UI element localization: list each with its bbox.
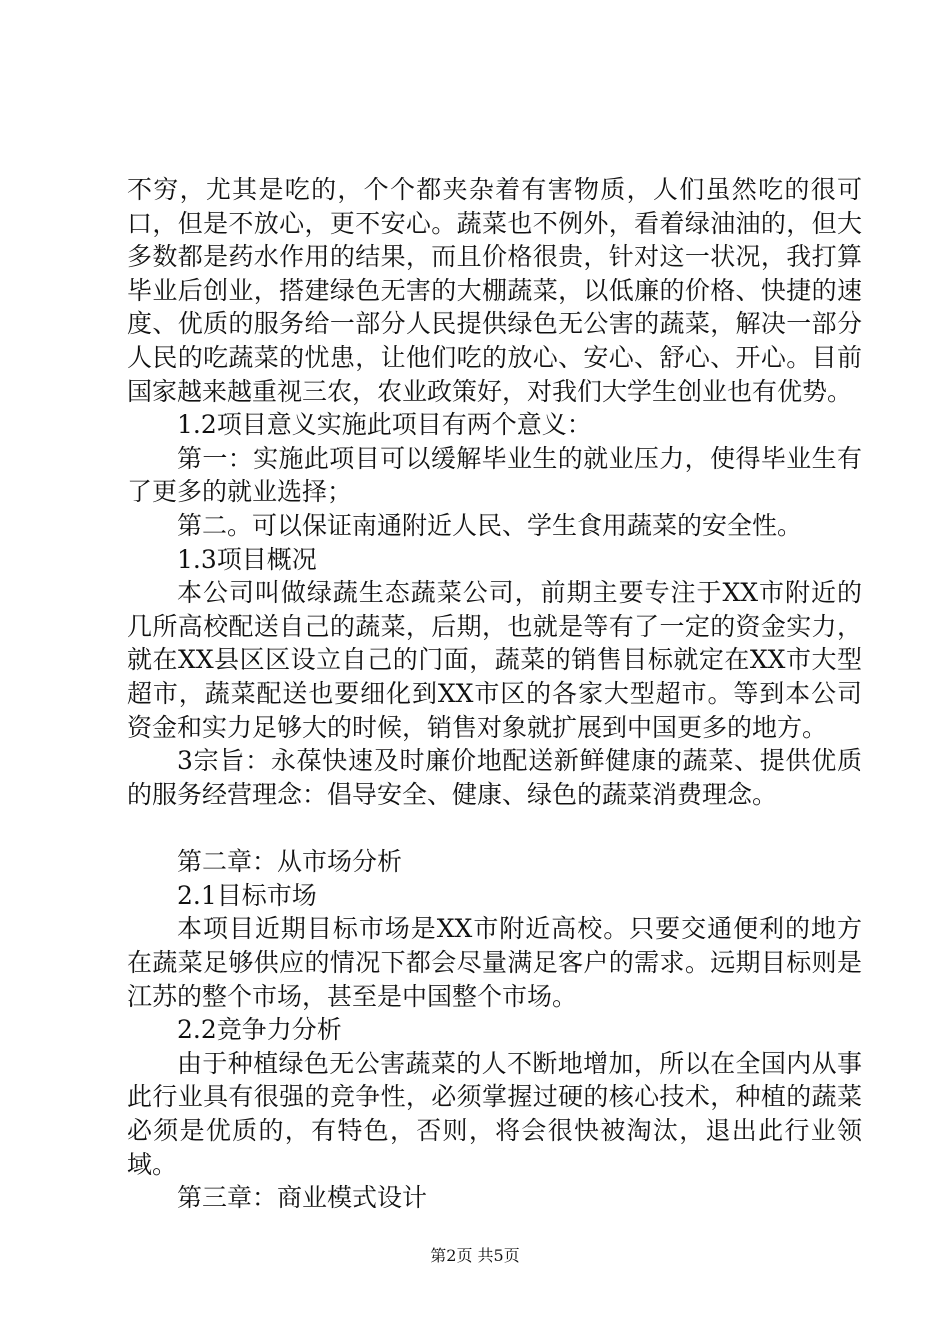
section-heading-1-3: 1.3项目概况 [177, 544, 317, 574]
paragraph-continuation: 不穷，尤其是吃的，个个都夹杂着有害物质，人们虽然吃的很可口，但是不放心，更不安心。蔬菜也不例外，看着绿油油的，但大多数都是药水作用的结果，而且价格很贵，针对这一状况，我打算毕业后创业，搭建绿色无害的大棚蔬菜，以低廉的价格、快捷的速度、优质的服务给一部分人民提供绿色无公害的蔬菜，解决一部分人民的吃蔬菜的忧患，让他们吃的放心、安心、舒心、开心。目前国家越来越重视三农，农业政策好，对我们大学生创业也有优势。 [127, 175, 862, 406]
paragraph-point-two: 第二。可以保证南通附近人民、学生食用蔬菜的安全性。 [177, 510, 803, 540]
paragraph-competition: 由于种植绿色无公害蔬菜的人不断地增加，所以在全国内从事此行业具有很强的竞争性，必须掌握过硬的核心技术，种植的蔬菜必须是优质的，有特色，否则，将会很快被淘汰，退出此行业领域。 [127, 1048, 862, 1179]
chapter-heading-2: 第二章：从市场分析 [177, 847, 403, 877]
page-footer: 第2页 共5页 [430, 1246, 520, 1265]
paragraph-overview: 本公司叫做绿蔬生态蔬菜公司，前期主要专注于XX市附近的几所高校配送自己的蔬菜，后期，也就是等有了一定的资金实力，就在XX县区区设立自己的门面，蔬菜的销售目标就定在XX市大型超市，蔬菜配送也要细化到XX市区的各家大型超市。等到本公司资金和实力足够大的时候，销售对象就扩展到中国更多的地方。 [127, 578, 862, 742]
document-body [127, 173, 862, 1215]
paragraph-purpose: 3宗旨：永葆快速及时廉价地配送新鲜健康的蔬菜、提供优质的服务经营理念：倡导安全、健康、绿色的蔬菜消费理念。 [127, 746, 862, 809]
chapter-heading-3: 第三章：商业模式设计 [177, 1183, 428, 1213]
section-heading-2-2: 2.2竞争力分析 [177, 1015, 342, 1045]
section-heading-2-1: 2.1目标市场 [177, 880, 317, 910]
section-heading-1-2: 1.2项目意义实施此项目有两个意义： [177, 410, 592, 440]
paragraph-point-one: 第一：实施此项目可以缓解毕业生的就业压力，使得毕业生有了更多的就业选择； [127, 443, 862, 507]
paragraph-target-market: 本项目近期目标市场是XX市附近高校。只要交通便利的地方在蔬菜足够供应的情况下都会尽量满足客户的需求。远期目标则是江苏的整个市场，甚至是中国整个市场。 [127, 914, 862, 1011]
